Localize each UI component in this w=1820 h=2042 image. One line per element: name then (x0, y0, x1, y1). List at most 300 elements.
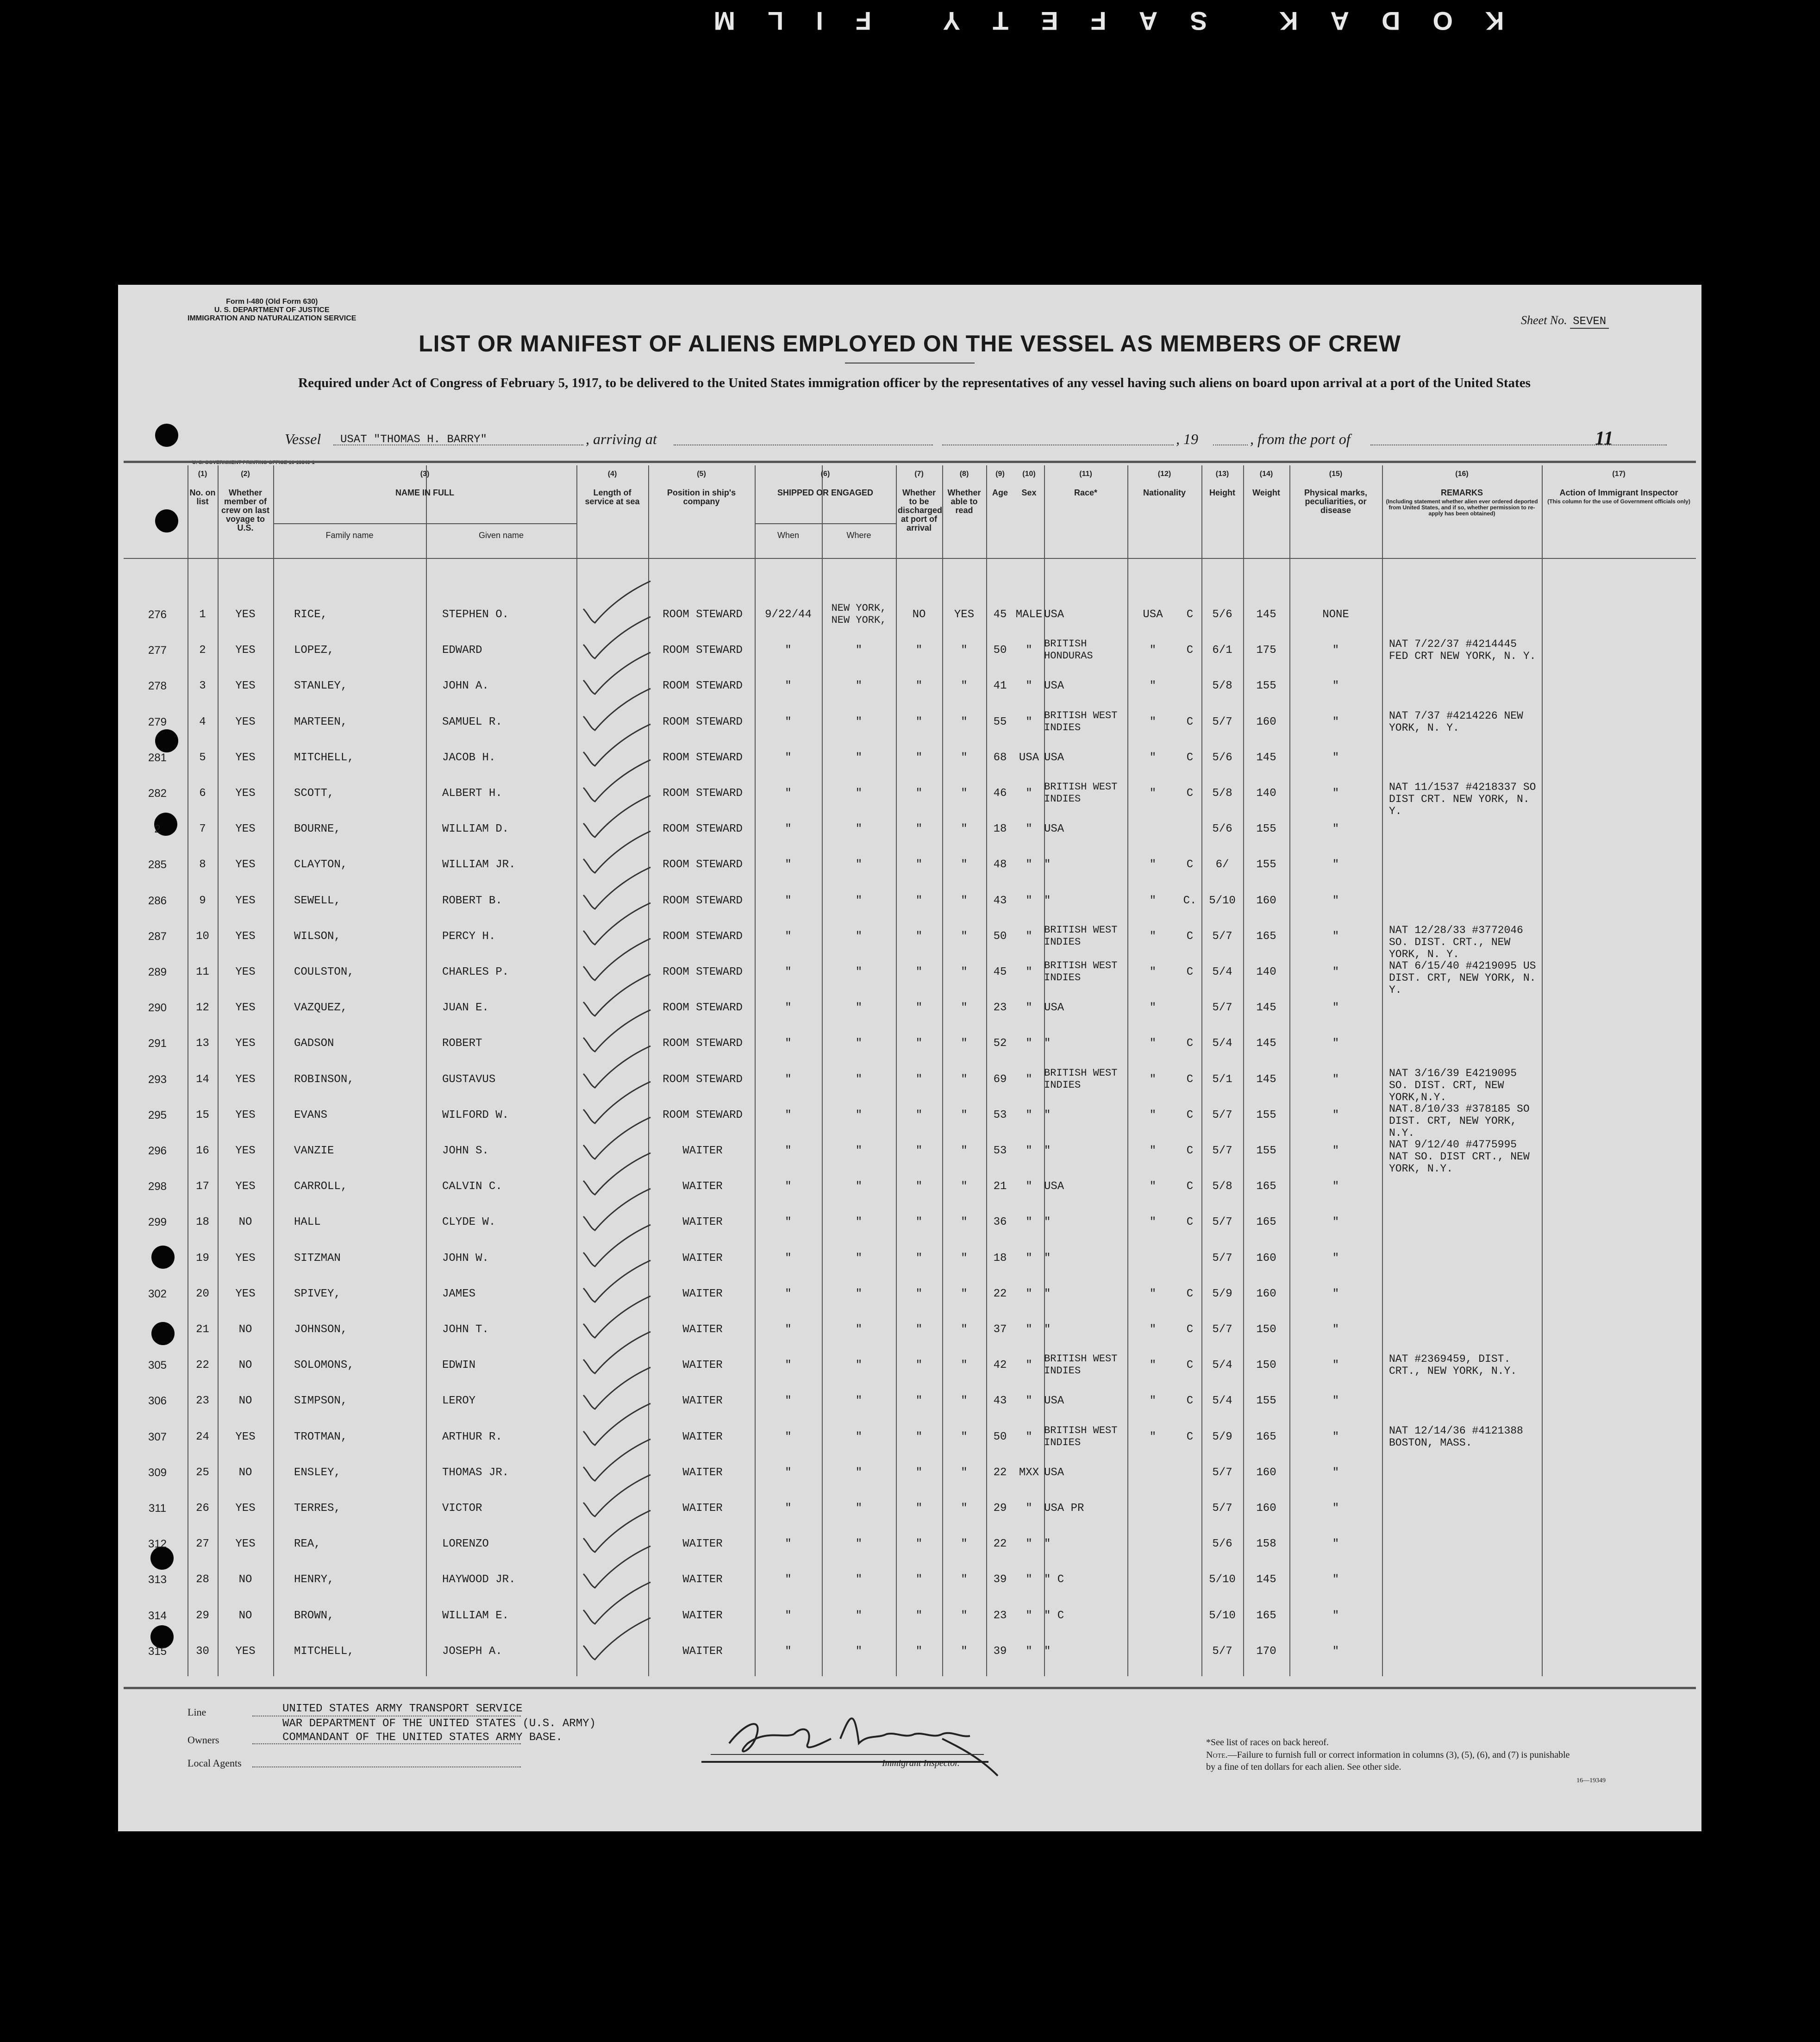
cell-family: CLAYTON, (294, 858, 348, 871)
cell-age: 43 (993, 894, 1007, 907)
cell-stamp: 291 (148, 1037, 167, 1050)
cell-nat: " (1149, 1073, 1157, 1086)
cell-position: WAITER (682, 1180, 723, 1193)
signature-rule (711, 1754, 984, 1755)
cell-no: 11 (196, 966, 209, 978)
cell-discharge: " (915, 1180, 923, 1193)
cell-last: YES (235, 644, 256, 657)
cell-read: " (961, 715, 968, 728)
sheet-label: Sheet No. (1521, 313, 1567, 327)
cell-discharge: " (915, 787, 923, 800)
cell-stamp: 315 (148, 1645, 167, 1658)
cell-height: 5/4 (1212, 1037, 1232, 1050)
cell-read: " (961, 1538, 968, 1551)
cell-race: " (1044, 894, 1051, 907)
cell-family: SEWELL, (294, 894, 341, 907)
cell-when: " (785, 1609, 792, 1622)
column-number: (16) (1455, 470, 1469, 478)
cell-stamp: 281 (148, 751, 167, 764)
races-note: *See list of races on back hereof. (1206, 1737, 1329, 1748)
cell-family: SITZMAN (294, 1252, 341, 1265)
cell-no: 3 (199, 680, 206, 693)
cell-when: " (785, 930, 792, 943)
cell-age: 53 (993, 1109, 1007, 1121)
cell-marks: " (1332, 1395, 1339, 1408)
column-header: Nationality (1143, 488, 1186, 497)
cell-nat: " (1149, 894, 1157, 907)
cell-weight: 145 (1256, 1002, 1276, 1015)
cell-stamp: 307 (148, 1430, 167, 1443)
cell-position: ROOM STEWARD (663, 1073, 743, 1086)
cell-discharge: " (915, 1145, 923, 1157)
cell-last: YES (235, 1538, 256, 1551)
cell-nat: " (1149, 930, 1157, 943)
cell-stamp: 312 (148, 1538, 167, 1551)
column-number: (5) (697, 470, 706, 478)
cell-nat: " (1149, 1287, 1157, 1300)
owners-label: Owners (188, 1734, 219, 1746)
cell-sex: " (1026, 1395, 1032, 1408)
cell-no: 28 (196, 1573, 209, 1586)
cell-position: WAITER (682, 1430, 723, 1443)
cell-height: 5/7 (1212, 930, 1232, 943)
cell-when: " (785, 1573, 792, 1586)
cell-weight: 150 (1256, 1323, 1276, 1336)
cell-weight: 155 (1256, 680, 1276, 693)
cell-when: " (785, 715, 792, 728)
cell-where: " (855, 1109, 863, 1121)
cell-stamp: 314 (148, 1609, 167, 1622)
cell-weight: 155 (1256, 1109, 1276, 1121)
cell-age: 45 (993, 608, 1007, 621)
cell-height: 5/10 (1209, 1609, 1236, 1622)
cell-weight: 145 (1256, 608, 1276, 621)
cell-sex: " (1026, 1145, 1032, 1157)
header-rule (124, 558, 1696, 559)
cell-when: " (785, 1359, 792, 1372)
column-divider (1382, 465, 1383, 1676)
cell-stamp: 298 (148, 1180, 167, 1193)
cell-last: NO (238, 1395, 252, 1408)
cell-stamp: 286 (148, 894, 167, 907)
cell-nat: " (1149, 966, 1157, 978)
cell-weight: 145 (1256, 1037, 1276, 1050)
cell-stamp: 279 (148, 715, 167, 728)
cell-discharge: " (915, 894, 923, 907)
cell-discharge: " (915, 1609, 923, 1622)
cell-weight: 155 (1256, 1145, 1276, 1157)
cell-where: " (855, 1430, 863, 1443)
cell-given: WILLIAM JR. (442, 858, 516, 871)
cell-family: ROBINSON, (294, 1073, 354, 1086)
cell-remarks: NAT 3/16/39 E4219095 SO. DIST. CRT, NEW YORK,N.Y. (1389, 1067, 1517, 1103)
cell-stamp: 311 (148, 1502, 167, 1515)
cell-marks: " (1332, 1430, 1339, 1443)
cell-race: BRITISH WEST INDIES (1044, 960, 1118, 983)
cell-last: YES (235, 1502, 256, 1515)
cell-marks: " (1332, 1252, 1339, 1265)
cell-where: " (855, 1216, 863, 1229)
cell-when: " (785, 1073, 792, 1086)
cell-sex: " (1026, 1109, 1032, 1121)
cell-no: 13 (196, 1037, 209, 1050)
cell-age: 55 (993, 715, 1007, 728)
cell-when: 9/22/44 (765, 608, 812, 621)
cell-position: ROOM STEWARD (663, 930, 743, 943)
cell-natc: C (1186, 1037, 1194, 1050)
cell-race: USA (1044, 608, 1064, 621)
cell-weight: 165 (1256, 1430, 1276, 1443)
column-subheader: Family name (325, 531, 374, 540)
cell-discharge: " (915, 1216, 923, 1229)
cell-stamp: 278 (148, 680, 167, 693)
cell-race: USA (1044, 751, 1064, 764)
column-header: Whether to be discharged at port of arrival (898, 488, 943, 532)
column-subheader: Where (846, 531, 871, 540)
cell-family: GADSON (294, 1037, 334, 1050)
cell-position: WAITER (682, 1145, 723, 1157)
cell-no: 30 (196, 1645, 209, 1658)
cell-discharge: " (915, 1037, 923, 1050)
cell-nat: " (1149, 1002, 1157, 1015)
cell-position: ROOM STEWARD (663, 823, 743, 836)
cell-sex: " (1026, 894, 1032, 907)
cell-given: LEROY (442, 1395, 476, 1408)
cell-marks: " (1332, 1287, 1339, 1300)
cell-sex: USA (1019, 751, 1039, 764)
cell-position: ROOM STEWARD (663, 858, 743, 871)
cell-family: STANLEY, (294, 680, 348, 693)
cell-natc: C (1186, 966, 1194, 978)
cell-last: NO (238, 1573, 252, 1586)
cell-when: " (785, 1502, 792, 1515)
form-service: IMMIGRATION AND NATURALIZATION SERVICE (188, 314, 356, 322)
cell-when: " (785, 1645, 792, 1658)
cell-race: USA (1044, 1002, 1064, 1015)
cell-weight: 165 (1256, 1609, 1276, 1622)
cell-age: 50 (993, 930, 1007, 943)
cell-race: USA PR (1044, 1502, 1084, 1515)
cell-height: 5/6 (1212, 608, 1232, 621)
cell-stamp: 295 (148, 1109, 167, 1121)
cell-natc: C. (1183, 894, 1197, 907)
cell-nat: " (1149, 644, 1157, 657)
owners-value: WAR DEPARTMENT OF THE UNITED STATES (U.S. ARMY) (282, 1717, 596, 1730)
cell-position: ROOM STEWARD (663, 680, 743, 693)
cell-discharge: " (915, 1252, 923, 1265)
arriving-fill (674, 431, 933, 445)
cell-read: " (961, 644, 968, 657)
cell-sex: MXX (1019, 1466, 1039, 1479)
cell-race: BRITISH WEST INDIES (1044, 709, 1118, 733)
cell-last: YES (235, 1287, 256, 1300)
column-header: Physical marks, peculiarities, or disease (1304, 488, 1368, 515)
cell-stamp: 287 (148, 930, 167, 943)
cell-nat: " (1149, 858, 1157, 871)
cell-read: " (961, 1323, 968, 1336)
cell-weight: 160 (1256, 1466, 1276, 1479)
cell-position: WAITER (682, 1216, 723, 1229)
cell-given: ROBERT B. (442, 894, 502, 907)
cell-stamp: 285 (148, 858, 167, 871)
cell-stamp: 290 (148, 1002, 167, 1015)
column-header: REMARKS (1440, 488, 1483, 497)
cell-height: 5/4 (1212, 1359, 1232, 1372)
cell-position: ROOM STEWARD (663, 644, 743, 657)
cell-read: " (961, 1109, 968, 1121)
cell-natc: C (1186, 751, 1194, 764)
cell-natc: C (1186, 1216, 1194, 1229)
cell-family: VANZIE (294, 1145, 334, 1157)
cell-last: YES (235, 608, 256, 621)
cell-height: 5/7 (1212, 1145, 1232, 1157)
vessel-label: Vessel (285, 431, 321, 447)
cell-given: STEPHEN O. (442, 608, 509, 621)
cell-height: 5/6 (1212, 823, 1232, 836)
from-port-label: , from the port of (1250, 431, 1351, 447)
form-identifier (188, 298, 356, 323)
cell-where: " (855, 1502, 863, 1515)
cell-discharge: " (915, 1395, 923, 1408)
cell-age: 69 (993, 1073, 1007, 1086)
cell-no: 18 (196, 1216, 209, 1229)
cell-race: USA (1044, 823, 1064, 836)
cell-remarks: NAT 11/1537 #4218337 SO DIST CRT. NEW YORK, N. Y. (1389, 781, 1536, 817)
cell-natc: C (1186, 1323, 1194, 1336)
cell-where: " (855, 1145, 863, 1157)
cell-nat: USA (1143, 608, 1163, 621)
cell-race: " (1044, 1145, 1051, 1157)
cell-weight: 165 (1256, 930, 1276, 943)
cell-weight: 140 (1256, 966, 1276, 978)
cell-marks: " (1332, 930, 1339, 943)
cell-remarks: NAT 12/14/36 #4121388 BOSTON, MASS. (1389, 1424, 1523, 1449)
cell-nat: " (1149, 1180, 1157, 1193)
checkmark-icon (574, 1613, 657, 1664)
column-number: (10) (1022, 470, 1036, 478)
cell-marks: " (1332, 1073, 1339, 1086)
cell-family: SCOTT, (294, 787, 334, 800)
cell-discharge: " (915, 1359, 923, 1372)
cell-where: " (855, 644, 863, 657)
cell-race: " (1044, 1216, 1051, 1229)
cell-where: " (855, 680, 863, 693)
local-agents-fill (252, 1766, 521, 1767)
cell-given: WILLIAM E. (442, 1609, 509, 1622)
cell-given: HAYWOOD JR. (442, 1573, 516, 1586)
cell-family: BROWN, (294, 1609, 334, 1622)
cell-where: " (855, 1538, 863, 1551)
column-header: Height (1209, 488, 1235, 497)
arriving-label: , arriving at (586, 431, 657, 447)
cell-last: YES (235, 680, 256, 693)
cell-family: VAZQUEZ, (294, 1002, 348, 1015)
cell-when: " (785, 644, 792, 657)
cell-marks: " (1332, 751, 1339, 764)
cell-last: YES (235, 858, 256, 871)
cell-position: ROOM STEWARD (663, 1002, 743, 1015)
cell-race: " C (1044, 1573, 1064, 1586)
cell-age: 50 (993, 644, 1007, 657)
cell-family: HALL (294, 1216, 321, 1229)
cell-natc: C (1186, 1180, 1194, 1193)
cell-age: 29 (993, 1502, 1007, 1515)
cell-discharge: " (915, 1073, 923, 1086)
cell-family: CARROLL, (294, 1180, 348, 1193)
punch-hole (155, 424, 178, 447)
cell-weight: 175 (1256, 644, 1276, 657)
cell-last: YES (235, 1645, 256, 1658)
cell-stamp: 296 (148, 1145, 167, 1157)
cell-height: 5/9 (1212, 1287, 1232, 1300)
cell-position: WAITER (682, 1538, 723, 1551)
cell-weight: 145 (1256, 1573, 1276, 1586)
column-header: Race* (1074, 488, 1098, 497)
cell-last: YES (235, 751, 256, 764)
column-header: Age (992, 488, 1008, 497)
cell-no: 24 (196, 1430, 209, 1443)
cell-marks: " (1332, 1037, 1339, 1050)
cell-stamp: 305 (148, 1359, 167, 1372)
cell-given: JAMES (442, 1287, 476, 1300)
page-title: LIST OR MANIFEST OF ALIENS EMPLOYED ON THE VESSEL AS MEMBERS OF CREW (419, 331, 1401, 357)
cell-family: SIMPSON, (294, 1395, 348, 1408)
cell-read: " (961, 1287, 968, 1300)
cell-age: 18 (993, 1252, 1007, 1265)
owners-value-2: COMMANDANT OF THE UNITED STATES ARMY BASE. (282, 1731, 563, 1744)
cell-when: " (785, 966, 792, 978)
cell-marks: " (1332, 1180, 1339, 1193)
cell-read: " (961, 1145, 968, 1157)
local-agents-label: Local Agents (188, 1757, 242, 1769)
cell-read: " (961, 894, 968, 907)
cell-natc: C (1186, 1145, 1194, 1157)
inspector-signature (701, 1688, 1026, 1780)
cell-age: 52 (993, 1037, 1007, 1050)
column-header: Position in ship's company (667, 488, 736, 506)
cell-family: RICE, (294, 608, 328, 621)
cell-where: " (855, 1002, 863, 1015)
cell-position: ROOM STEWARD (663, 894, 743, 907)
cell-nat: " (1149, 715, 1157, 728)
arriving-date-fill (942, 431, 1174, 445)
cell-stamp: 313 (148, 1573, 167, 1586)
cell-height: 5/8 (1212, 787, 1232, 800)
cell-where: " (855, 1466, 863, 1479)
cell-natc: C (1186, 930, 1194, 943)
cell-family: WILSON, (294, 930, 341, 943)
cell-no: 8 (199, 858, 206, 871)
cell-read: " (961, 680, 968, 693)
cell-sex: " (1026, 1287, 1032, 1300)
cell-when: " (785, 1252, 792, 1265)
cell-age: 21 (993, 1180, 1007, 1193)
column-number: (1) (198, 470, 207, 478)
cell-natc: C (1186, 644, 1194, 657)
cell-age: 53 (993, 1145, 1007, 1157)
cell-position: ROOM STEWARD (663, 1037, 743, 1050)
cell-race: BRITISH WEST INDIES (1044, 781, 1118, 805)
cell-stamp: 299 (148, 1216, 167, 1229)
cell-discharge: " (915, 1538, 923, 1551)
table-top-rule (124, 461, 1696, 463)
cell-where: " (855, 1037, 863, 1050)
cell-no: 12 (196, 1002, 209, 1015)
cell-weight: 165 (1256, 1180, 1276, 1193)
cell-discharge: " (915, 1466, 923, 1479)
year-fill (1213, 431, 1248, 445)
cell-given: JACOB H. (442, 751, 496, 764)
cell-given: JOSEPH A. (442, 1645, 502, 1658)
cell-position: ROOM STEWARD (663, 608, 743, 621)
cell-last: YES (235, 1073, 256, 1086)
cell-age: 22 (993, 1538, 1007, 1551)
cell-read: " (961, 1430, 968, 1443)
cell-when: " (785, 1037, 792, 1050)
cell-discharge: " (915, 1109, 923, 1121)
cell-no: 14 (196, 1073, 209, 1086)
cell-where: " (855, 894, 863, 907)
cell-sex: " (1026, 1430, 1032, 1443)
cell-natc: C (1186, 858, 1194, 871)
cell-position: WAITER (682, 1573, 723, 1586)
cell-read: " (961, 1466, 968, 1479)
cell-family: BOURNE, (294, 823, 341, 836)
cell-where: " (855, 1359, 863, 1372)
cell-position: ROOM STEWARD (663, 751, 743, 764)
cell-read: " (961, 930, 968, 943)
column-header: Length of service at sea (585, 488, 640, 506)
from-port-fill (1370, 431, 1667, 445)
cell-weight: 145 (1256, 1073, 1276, 1086)
column-divider (273, 465, 274, 1676)
column-number: (15) (1329, 470, 1343, 478)
cell-age: 46 (993, 787, 1007, 800)
column-header: Action of Immigrant Inspector (1559, 488, 1678, 497)
cell-when: " (785, 823, 792, 836)
cell-read: " (961, 1002, 968, 1015)
cell-remarks: NAT 12/28/33 #3772046 SO. DIST. CRT., NEW YORK, N. Y. (1389, 924, 1523, 960)
cell-where: " (855, 1180, 863, 1193)
cell-nat: " (1149, 1145, 1157, 1157)
cell-natc: C (1186, 608, 1194, 621)
cell-age: 22 (993, 1287, 1007, 1300)
cell-sex: " (1026, 1252, 1032, 1265)
cell-last: YES (235, 1037, 256, 1050)
cell-marks: " (1332, 966, 1339, 978)
cell-last: YES (235, 1109, 256, 1121)
vessel-name: USAT "THOMAS H. BARRY" (340, 433, 487, 446)
column-number: (14) (1259, 470, 1273, 478)
cell-last: YES (235, 1145, 256, 1157)
cell-sex: " (1026, 787, 1032, 800)
cell-height: 5/7 (1212, 1323, 1232, 1336)
cell-remarks: NAT 7/37 #4214226 NEW YORK, N. Y. (1389, 709, 1523, 734)
cell-natc: C (1186, 715, 1194, 728)
cell-position: WAITER (682, 1645, 723, 1658)
cell-last: NO (238, 1609, 252, 1622)
cell-read: " (961, 751, 968, 764)
cell-natc: C (1186, 1073, 1194, 1086)
column-number: (2) (241, 470, 250, 478)
cell-race: BRITISH WEST INDIES (1044, 1353, 1118, 1377)
column-number: (13) (1215, 470, 1229, 478)
cell-when: " (785, 1109, 792, 1121)
cell-age: 48 (993, 858, 1007, 871)
cell-read: " (961, 1645, 968, 1658)
cell-family: COULSTON, (294, 966, 354, 978)
cell-position: WAITER (682, 1502, 723, 1515)
